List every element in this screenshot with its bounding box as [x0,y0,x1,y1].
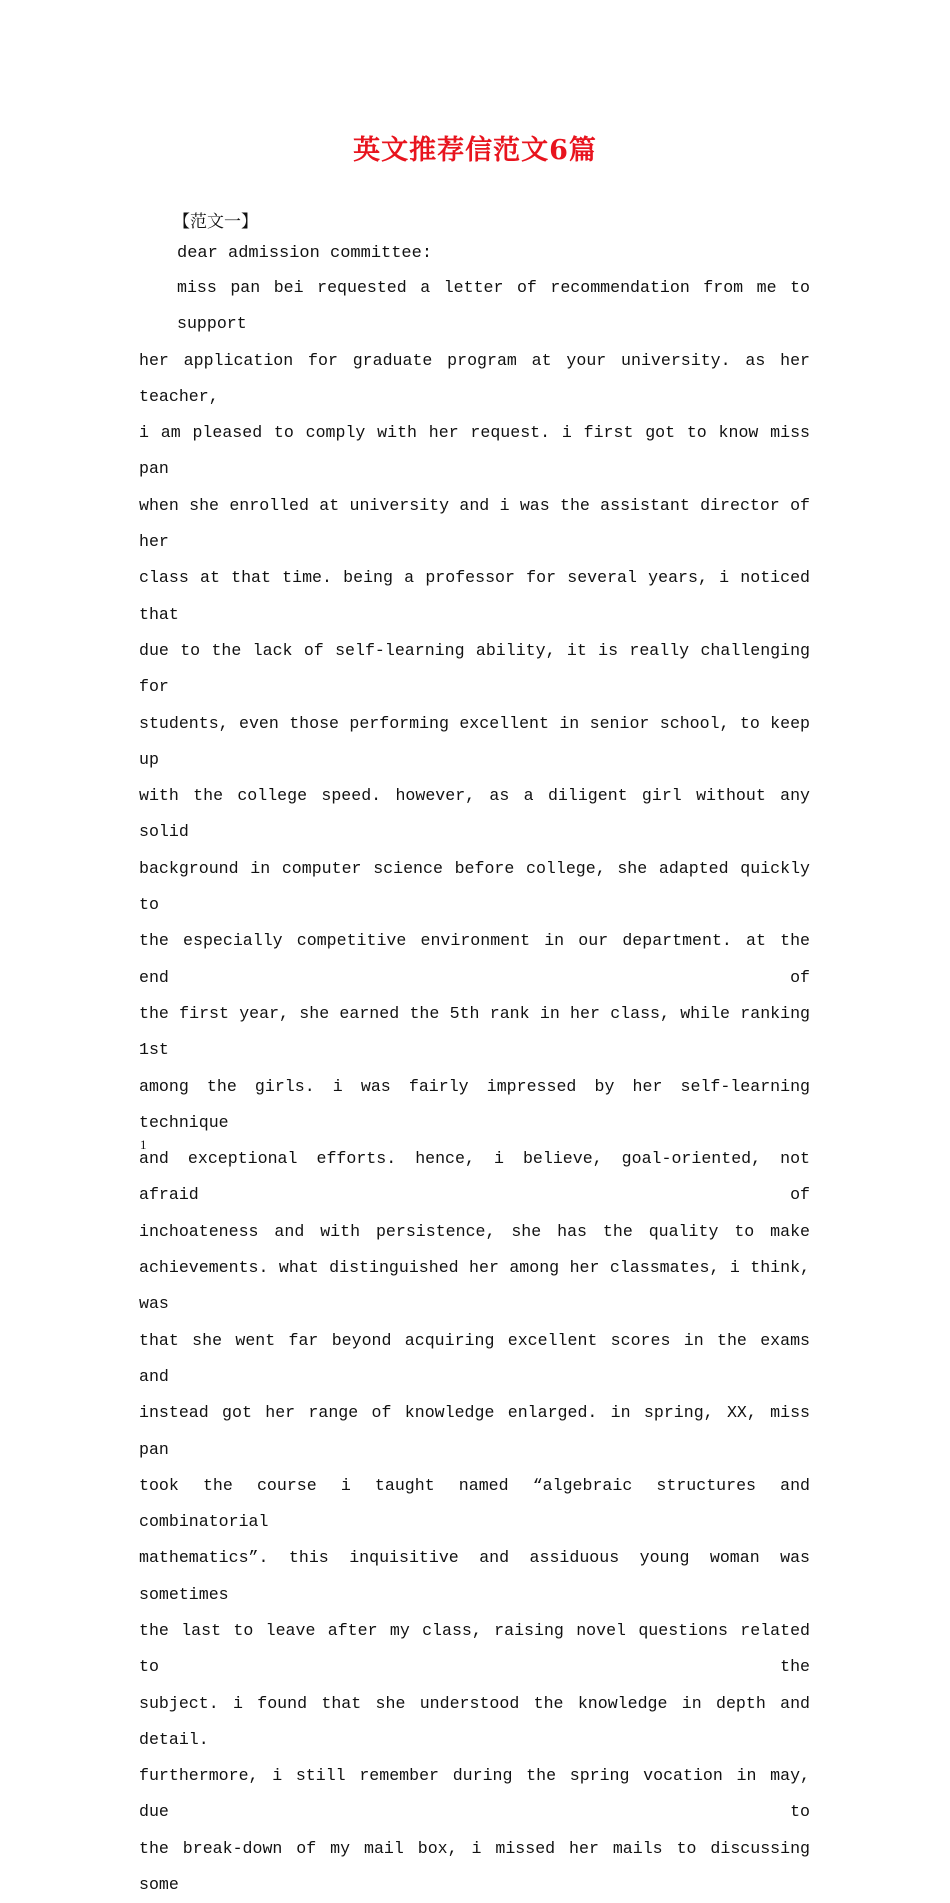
body-line: with the college speed. however, as a diligent girl without any solid [139,786,810,842]
body-line: among the girls. i was fairly impressed by her self-learning technique [139,1076,810,1132]
body-line: when she enrolled at university and i was the assistant director of her [139,495,810,552]
body-line: her application for graduate program at your university. as her teacher, [139,350,810,406]
body-line: the break-down of my mail box, i missed her mails to discussing some [139,1838,810,1895]
document-title: 英文推荐信范文6篇 [353,135,597,166]
body-line: miss pan bei requested a letter of recommendation from me to support [177,278,810,334]
body-line: and exceptional efforts. hence, i believe, goal-oriented, not afraid of [139,1149,810,1205]
body-line: mathematics”. this inquisitive and assiduous young woman was sometimes [139,1548,810,1604]
page-number: 1 [140,1137,147,1152]
body-line: students, even those performing excellent in senior school, to keep up [139,713,810,769]
body-line: subject. i found that she understood the knowledge in depth and detail. [139,1693,810,1749]
body-line: took the course i taught named “algebraic structures and combinatorial [139,1475,810,1532]
letter-salutation: dear admission committee: [177,244,433,263]
body-line: the especially competitive environment in our department. at the end of [139,931,810,987]
body-line: inchoateness and with persistence, she has the quality to make [139,1221,810,1241]
body-line: furthermore, i still remember during the spring vocation in may, due to [139,1766,810,1822]
section-heading: 【范文一】 [173,212,258,232]
letter-body [139,270,810,1903]
body-line: due to the lack of self-learning ability, it is really challenging for [139,640,810,697]
body-line: the last to leave after my class, raising novel questions related to the [139,1620,810,1677]
body-line: instead got her range of knowledge enlarged. in spring, XX, miss pan [139,1403,810,1459]
body-line: the first year, she earned the 5th rank in her class, while ranking 1st [139,1003,810,1060]
body-line: i am pleased to comply with her request. i first got to know miss pan [139,423,810,479]
body-line: achievements. what distinguished her among her classmates, i think, was [139,1258,810,1314]
body-line: class at that time. being a professor for several years, i noticed that [139,568,810,624]
body-line: that she went far beyond acquiring excellent scores in the exams and [139,1330,810,1386]
body-line: background in computer science before college, she adapted quickly to [139,858,810,915]
